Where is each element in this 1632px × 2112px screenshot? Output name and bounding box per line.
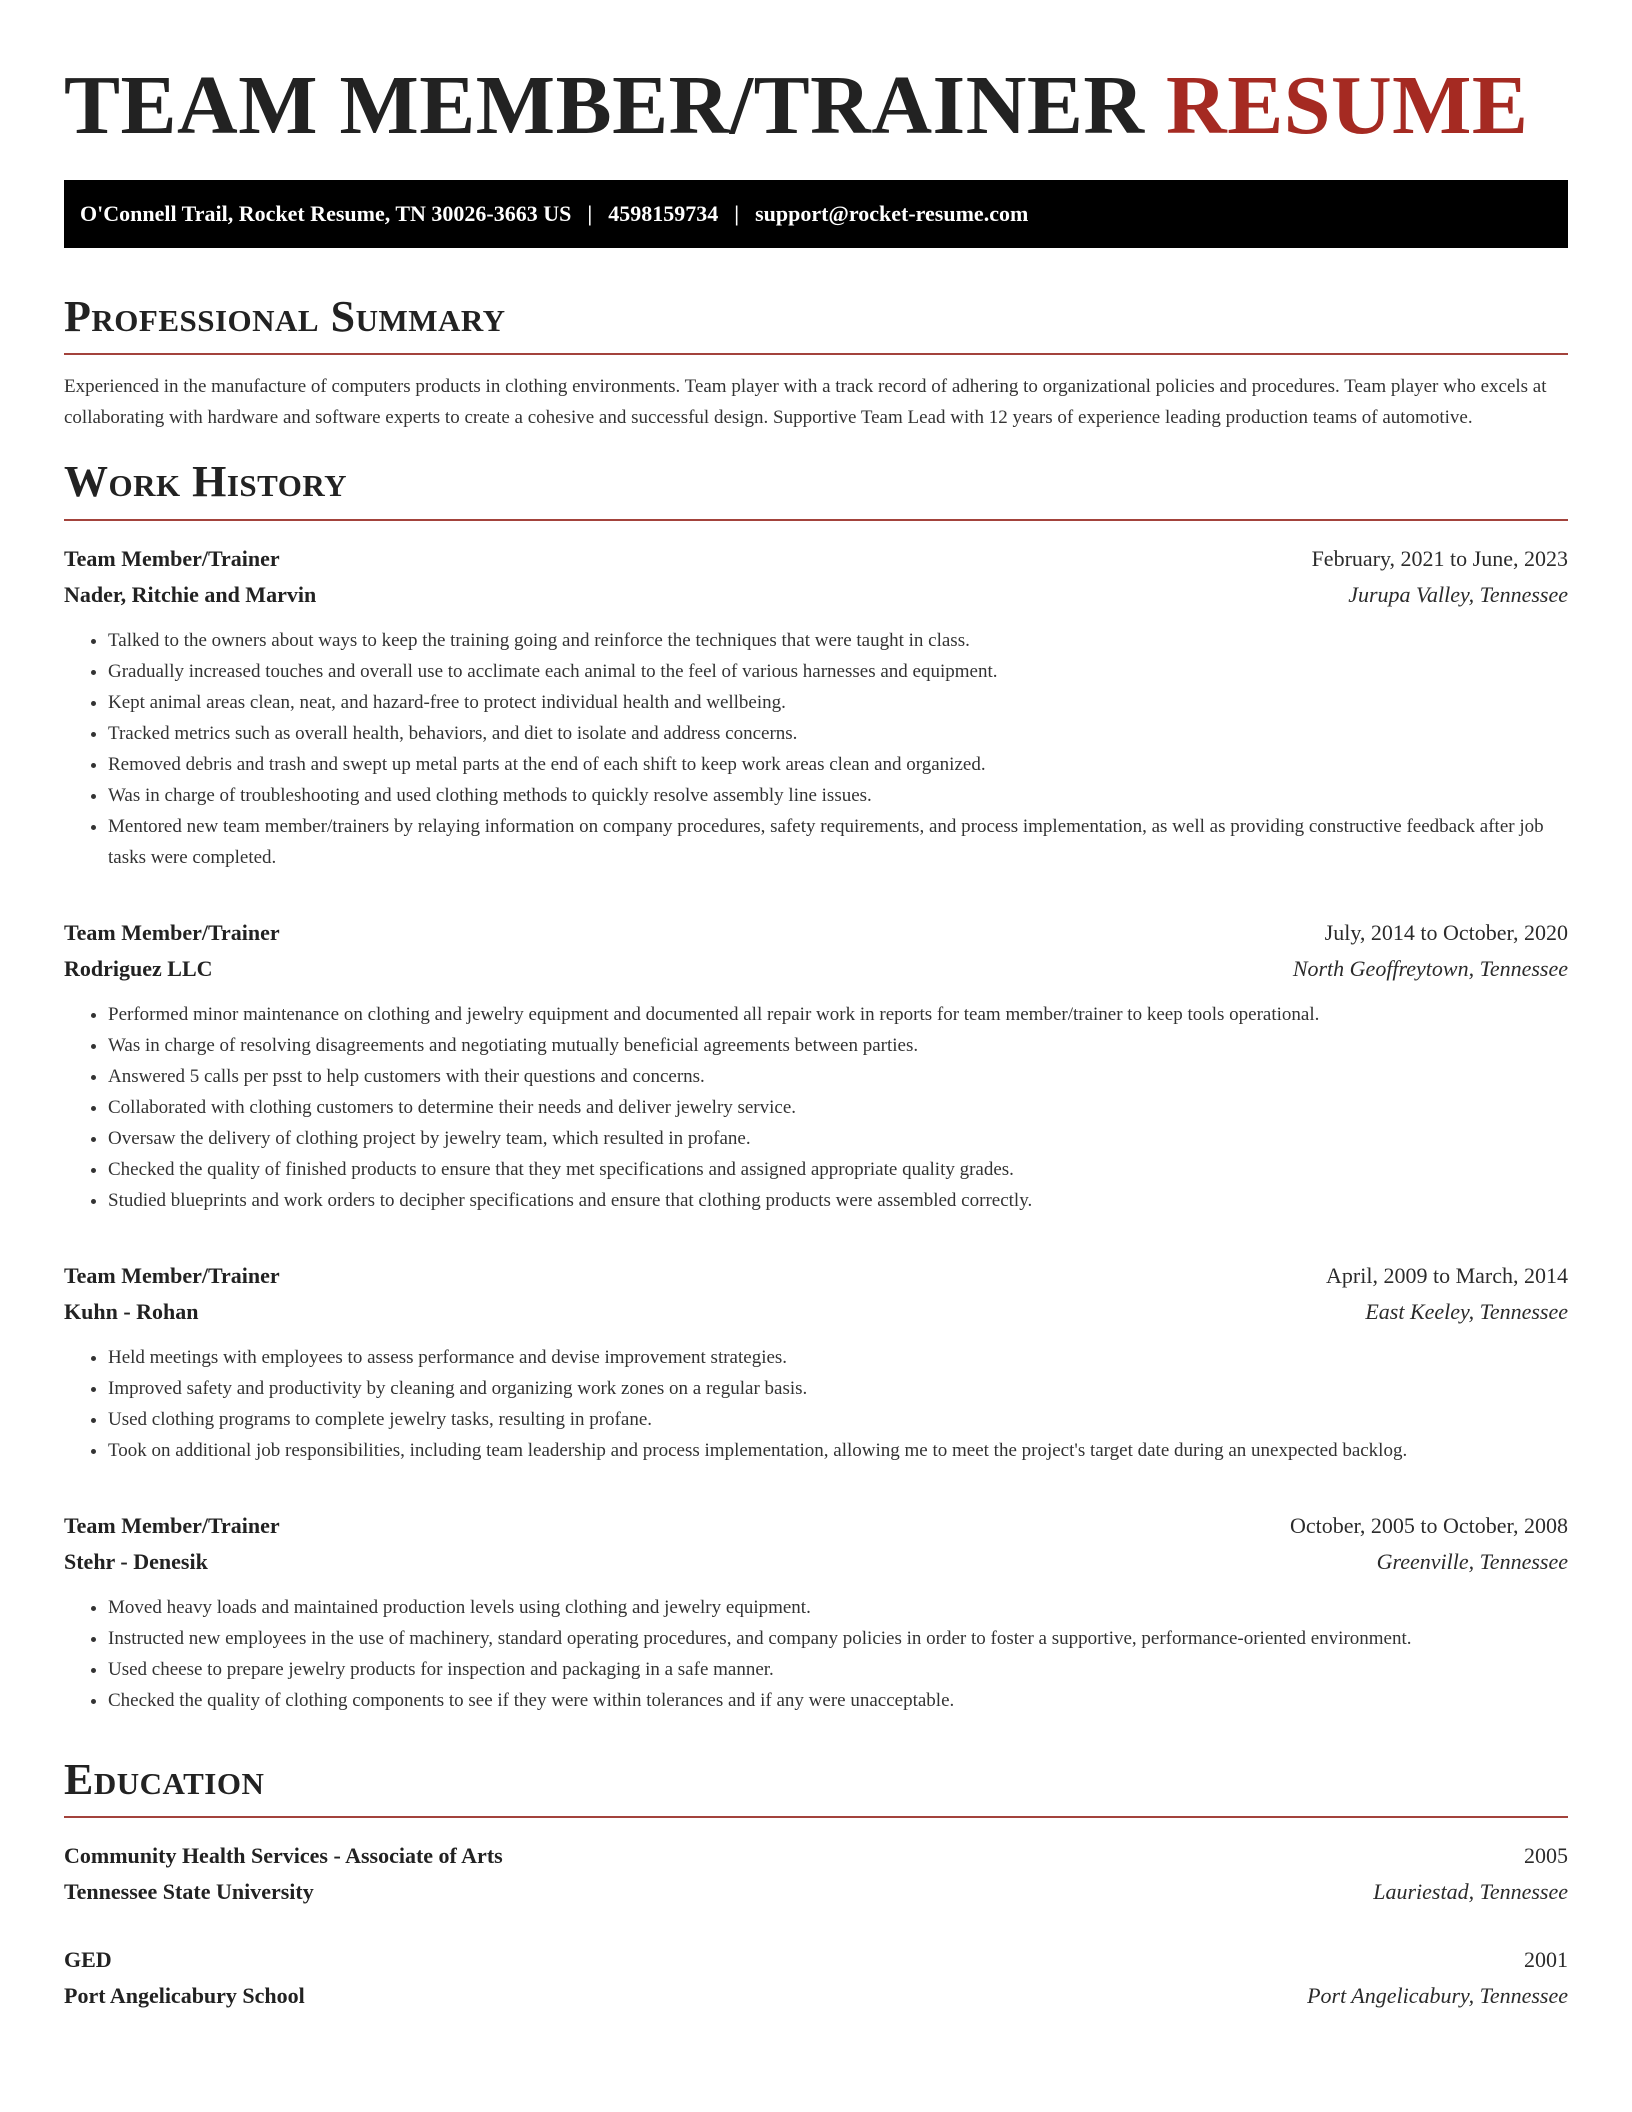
contact-email: support@rocket-resume.com	[755, 201, 1029, 226]
summary-heading: Professional Summary	[64, 292, 506, 341]
job-bullet: • Checked the quality of finished products to ensure that they met specifications and assigned appropriate quality grades.	[108, 1154, 1568, 1185]
job-bullets	[64, 999, 1568, 1216]
job-bullet: • Oversaw the delivery of clothing project by jewelry team, which resulted in profane.	[108, 1123, 1568, 1154]
job-bullets	[64, 1342, 1568, 1466]
job-company-row	[64, 577, 1568, 613]
education-school: Port Angelicabury School	[64, 1983, 305, 2009]
job-bullet: • Gradually increased touches and overall use to acclimate each animal to the feel of various harnesses and equipment.	[108, 656, 1568, 687]
job-title-row	[64, 1258, 1568, 1294]
summary-section	[64, 293, 1568, 433]
job-bullet: • Performed minor maintenance on clothing and jewelry equipment and documented all repair work in reports for team member/trainer to keep tools operational.	[108, 999, 1568, 1030]
title-accent: RESUME	[1166, 59, 1529, 152]
job-title: Team Member/Trainer	[64, 1512, 280, 1538]
education-degree: Community Health Services - Associate of Arts	[64, 1843, 503, 1869]
job-dates: July, 2014 to October, 2020	[1324, 919, 1568, 945]
section-divider	[64, 353, 1568, 355]
job-company-row	[64, 951, 1568, 987]
education-location: Lauriestad, Tennessee	[1373, 1879, 1568, 1905]
job-bullet: • Moved heavy loads and maintained production levels using clothing and jewelry equipment.	[108, 1592, 1568, 1623]
job-bullet: • Answered 5 calls per psst to help customers with their questions and concerns.	[108, 1061, 1568, 1092]
summary-text: Experienced in the manufacture of computers products in clothing environments. Team player with a track record of adhering to organizational policies and procedures. Team player who excels at collaborating with hardware and software experts to create a cohesive and successful design. Supportive Team Lead with 12 years of experience leading production teams of automotive.	[64, 376, 1547, 429]
job-bullet: • Used cheese to prepare jewelry products for inspection and packaging in a safe manner.	[108, 1654, 1568, 1685]
job-company: Nader, Ritchie and Marvin	[64, 581, 317, 607]
education-year: 2001	[1524, 1947, 1568, 1973]
section-divider	[64, 519, 1568, 521]
contact-address: O'Connell Trail, Rocket Resume, TN 30026-3663 US	[80, 201, 572, 226]
job-entry	[64, 541, 1568, 873]
job-company-row	[64, 1544, 1568, 1580]
job-company: Stehr - Denesik	[64, 1548, 208, 1574]
job-bullet: • Checked the quality of clothing components to see if they were within tolerances and if any were unacceptable.	[108, 1685, 1568, 1716]
job-company: Rodriguez LLC	[64, 955, 213, 981]
education-degree-row	[64, 1942, 1568, 1978]
job-bullet: • Instructed new employees in the use of machinery, standard operating procedures, and company policies in order to foster a supportive, performance-oriented environment.	[108, 1623, 1568, 1654]
job-bullet: • Studied blueprints and work orders to decipher specifications and ensure that clothing products were assembled correctly.	[108, 1185, 1568, 1216]
job-bullet: • Tracked metrics such as overall health, behaviors, and diet to isolate and address concerns.	[108, 718, 1568, 749]
job-bullet: • Mentored new team member/trainers by relaying information on company procedures, safety requirements, and process implementation, as well as providing constructive feedback after job tasks were completed.	[108, 811, 1568, 873]
job-entry	[64, 1258, 1568, 1466]
work-history-section	[64, 458, 1568, 1715]
contact-phone: 4598159734	[608, 201, 719, 226]
education-degree: GED	[64, 1947, 112, 1973]
job-bullet: • Improved safety and productivity by cleaning and organizing work zones on a regular basis.	[108, 1373, 1568, 1404]
education-location: Port Angelicabury, Tennessee	[1307, 1983, 1568, 2009]
job-bullet: • Used clothing programs to complete jewelry tasks, resulting in profane.	[108, 1404, 1568, 1435]
job-dates: October, 2005 to October, 2008	[1289, 1512, 1568, 1538]
contact-separator: |	[734, 201, 740, 226]
job-entry	[64, 1508, 1568, 1716]
education-section	[64, 1756, 1568, 2014]
education-school: Tennessee State University	[64, 1879, 314, 1905]
job-bullet: • Was in charge of troubleshooting and used clothing methods to quickly resolve assembly line issues.	[108, 780, 1568, 811]
title-main: TEAM MEMBER/TRAINER	[64, 59, 1145, 152]
contact-bar	[64, 180, 1568, 248]
job-dates: February, 2021 to June, 2023	[1311, 545, 1568, 571]
job-location: East Keeley, Tennessee	[1365, 1298, 1568, 1324]
education-heading: Education	[64, 1754, 265, 1804]
work-history-heading: Work History	[64, 457, 348, 507]
job-location: Jurupa Valley, Tennessee	[1348, 581, 1568, 607]
job-bullet: • Took on additional job responsibilities, including team leadership and process implementation, allowing me to meet the project's target date during an unexpected backlog.	[108, 1435, 1568, 1466]
job-bullets	[64, 625, 1568, 873]
contact-separator: |	[587, 201, 593, 226]
job-title: Team Member/Trainer	[64, 1262, 280, 1288]
job-title-row	[64, 541, 1568, 577]
job-entry	[64, 915, 1568, 1216]
job-bullet: • Was in charge of resolving disagreements and negotiating mutually beneficial agreements between parties.	[108, 1030, 1568, 1061]
job-bullet: • Removed debris and trash and swept up metal parts at the end of each shift to keep work areas clean and organized.	[108, 749, 1568, 780]
education-school-row	[64, 1978, 1568, 2014]
education-year: 2005	[1524, 1843, 1568, 1869]
job-dates: April, 2009 to March, 2014	[1326, 1262, 1568, 1288]
job-title: Team Member/Trainer	[64, 545, 280, 571]
job-bullets	[64, 1592, 1568, 1716]
job-title: Team Member/Trainer	[64, 919, 280, 945]
job-location: North Geoffreytown, Tennessee	[1292, 955, 1568, 981]
job-bullet: • Kept animal areas clean, neat, and hazard-free to protect individual health and wellbeing.	[108, 687, 1568, 718]
job-company: Kuhn - Rohan	[64, 1298, 199, 1324]
job-bullet: • Talked to the owners about ways to keep the training going and reinforce the techniques that were taught in class.	[108, 625, 1568, 656]
education-entry	[64, 1838, 1568, 1910]
job-bullet: • Collaborated with clothing customers to determine their needs and deliver jewelry service.	[108, 1092, 1568, 1123]
job-company-row	[64, 1294, 1568, 1330]
education-degree-row	[64, 1838, 1568, 1874]
job-title-row	[64, 915, 1568, 951]
job-location: Greenville, Tennessee	[1376, 1548, 1568, 1574]
job-title-row	[64, 1508, 1568, 1544]
education-school-row	[64, 1874, 1568, 1910]
resume-title	[64, 50, 1568, 152]
section-divider	[64, 1816, 1568, 1818]
education-entry	[64, 1942, 1568, 2014]
job-bullet: • Held meetings with employees to assess performance and devise improvement strategies.	[108, 1342, 1568, 1373]
